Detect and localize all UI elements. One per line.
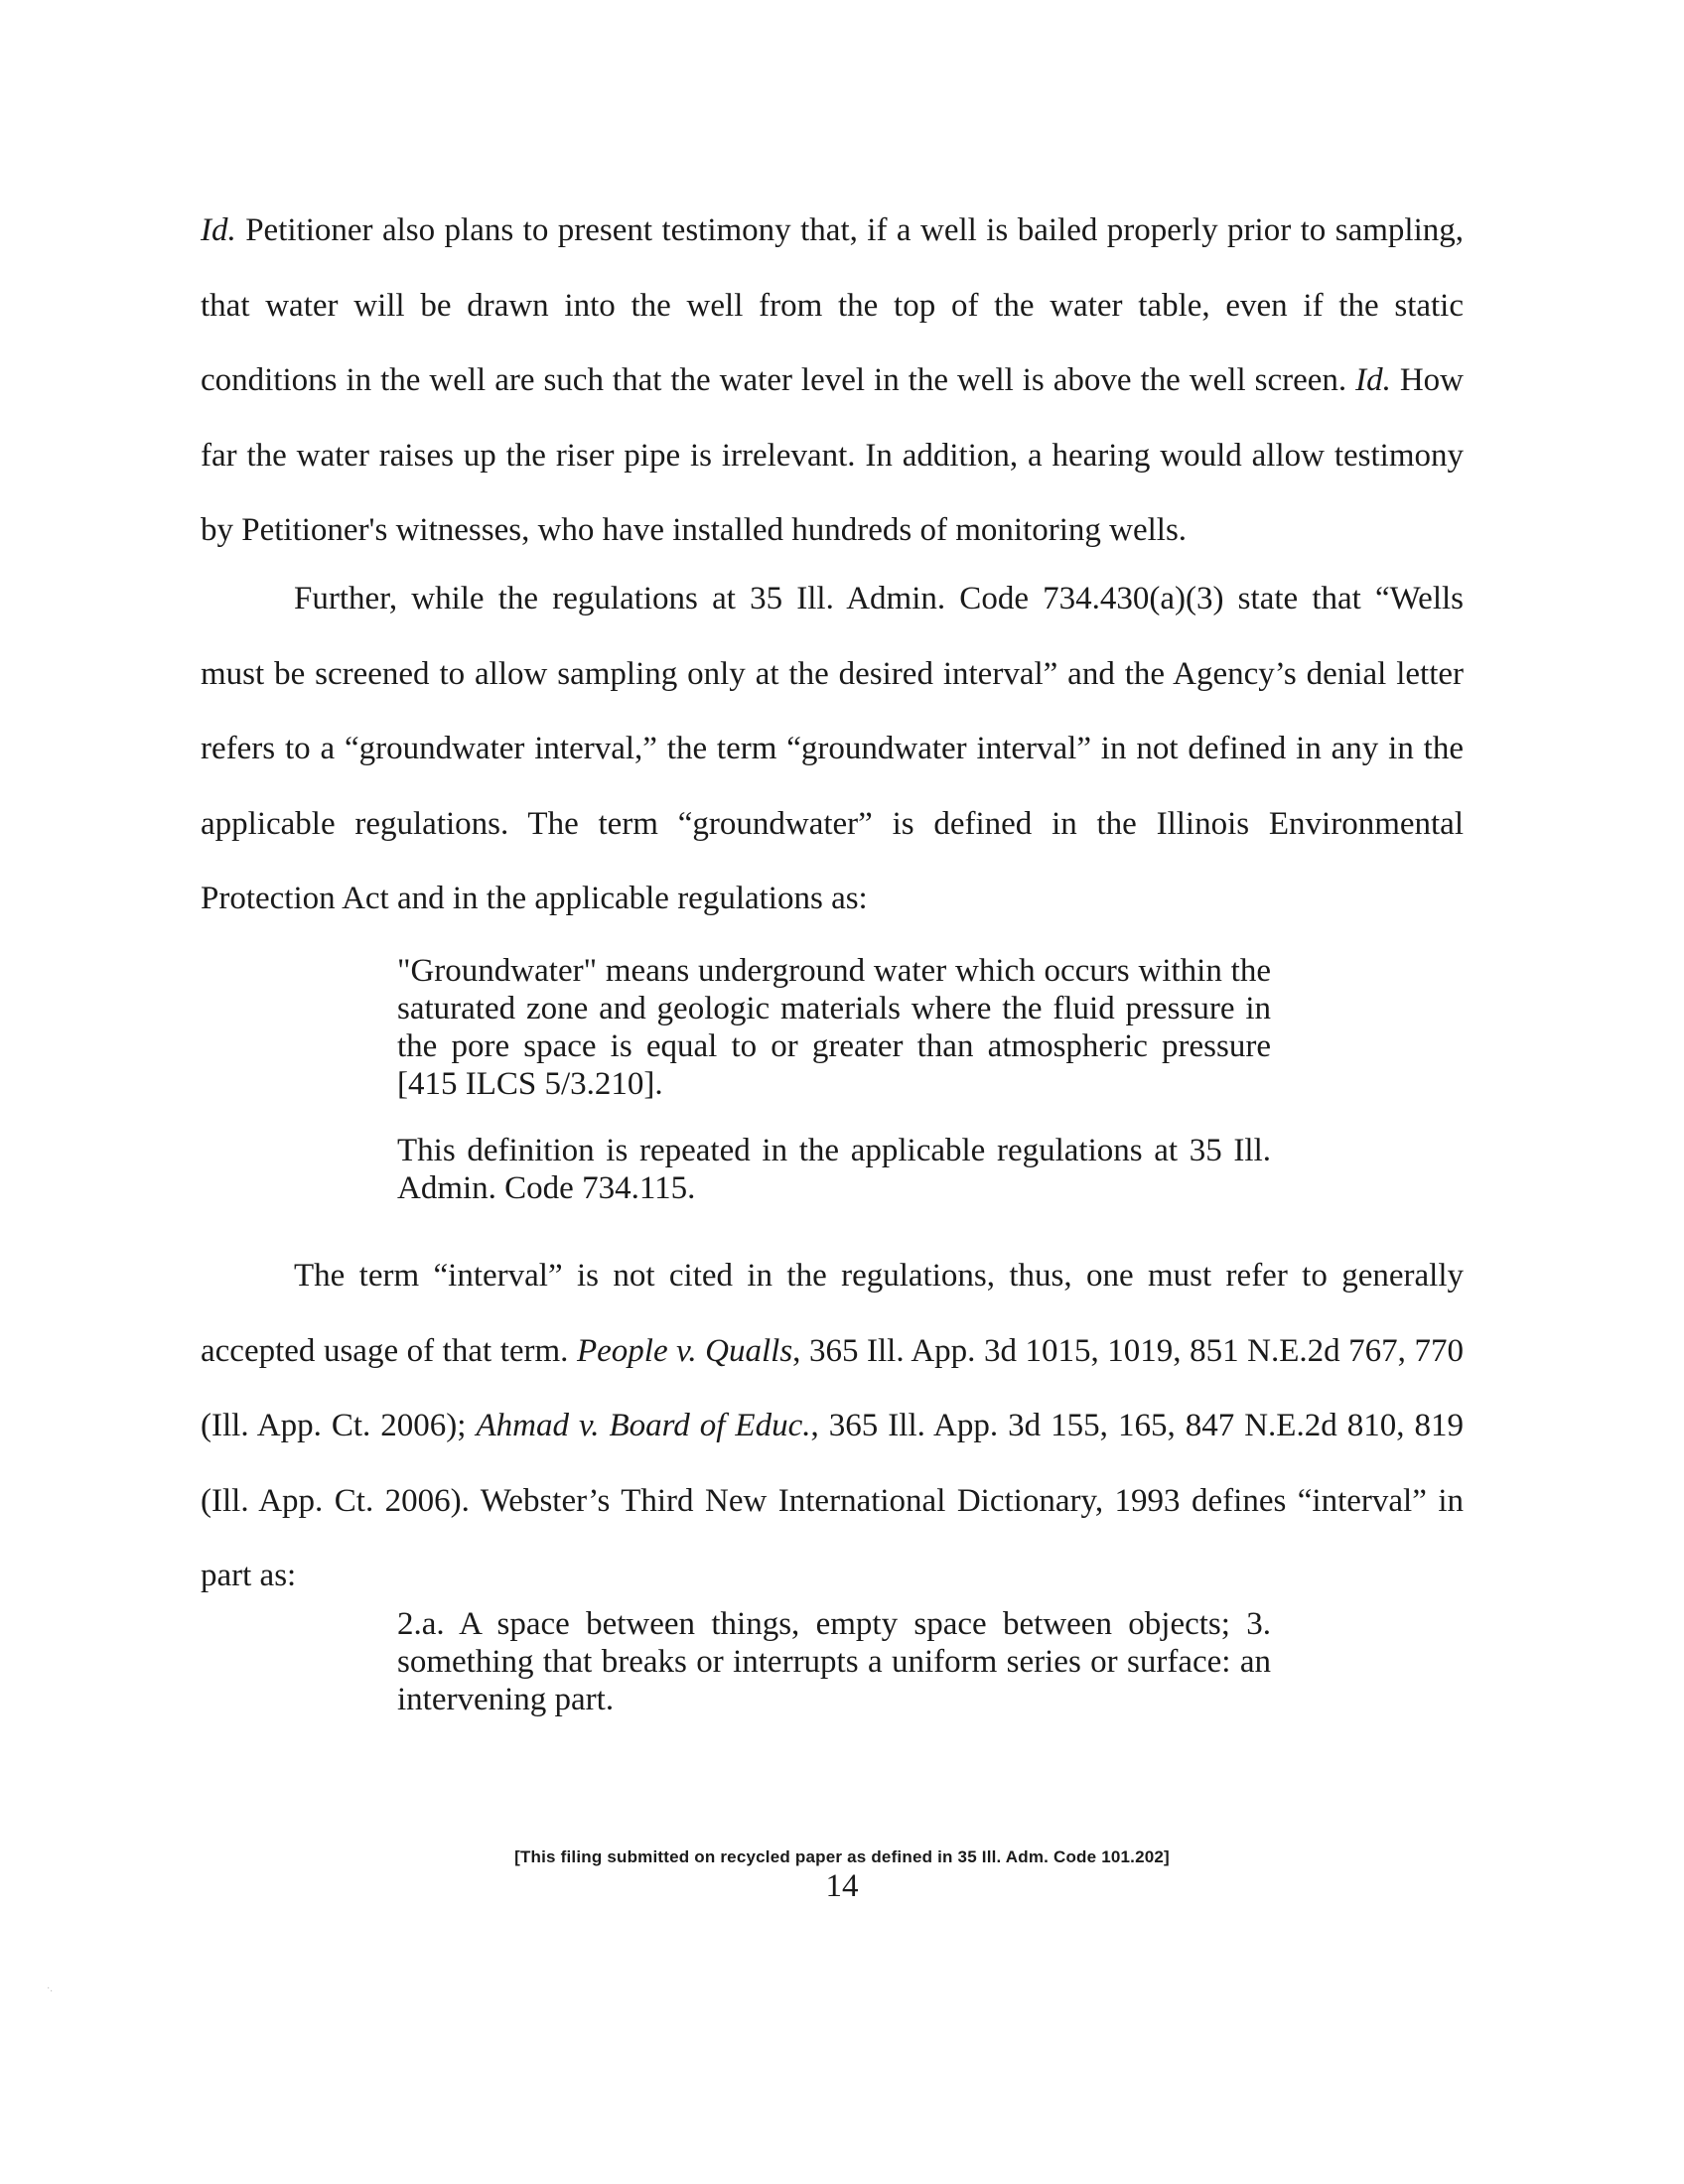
paragraph-text: , 365 Ill. App. 3d 155, 165, 847 N.E.2d 810, 819 (Ill. App. Ct. 2006). Webster’s Third New International Dictionary, 1993 defines “interval” in part as: [201, 1408, 1464, 1593]
recycled-paper-note: [This filing submitted on recycled paper as defined in 35 Ill. Adm. Code 101.202] [514, 1847, 1170, 1866]
paragraph-text: How far the water raises up the riser pipe is irrelevant. In addition, a hearing would allow testimony by Petitioner's witnesses, who have installed hundreds of monitoring wells. [201, 362, 1464, 548]
scan-artifact: ·. [47, 1983, 53, 1994]
paragraph-interval [201, 1239, 1464, 1614]
block-quote-groundwater-definition: "Groundwater" means underground water which occurs within the saturated zone and geologic materials where the fluid pressure in the pore space is equal to or greater than atmospheric pressure [415 ILCS 5/3.210]. [397, 953, 1271, 1102]
paragraph-testimony [201, 194, 1464, 569]
block-quote-dictionary-definition: 2.a. A space between things, empty space between objects; 3. something that breaks or interrupts a uniform series or surface: an intervening part. [397, 1606, 1271, 1717]
paragraph-text: The term “interval” is not cited in the regulations, thus, one must refer to generally accepted usage of that term. [201, 1258, 1464, 1369]
citation-id: Id. [1355, 362, 1391, 398]
case-citation: Ahmad v. Board of Educ. [476, 1408, 811, 1443]
page-number: 14 [825, 1868, 859, 1904]
case-citation: People v. Qualls [576, 1332, 793, 1369]
paragraph-text: Petitioner also plans to present testimony that, if a well is bailed properly prior to sampling, that water will be drawn into the well from the top of the water table, even if the static conditions in the well are such that the water level in the well is above the well screen. [201, 212, 1464, 398]
citation-id: Id. [201, 212, 236, 248]
paragraph-text: , 365 Ill. App. 3d 1015, 1019, 851 N.E.2d 767, 770 (Ill. App. Ct. 2006); [201, 1332, 1464, 1443]
paragraph-regulations: Further, while the regulations at 35 Ill. Admin. Code 734.430(a)(3) state that “Wells must be screened to allow sampling only at the desired interval” and the Agency’s denial letter refers to a “groundwater interval,” the term “groundwater interval” in not defined in any in the applicable regulations. The term “groundwater” is defined in the Illinois Environmental Protection Act and in the applicable regulations as: [201, 581, 1464, 916]
block-quote-definition-repeated: This definition is repeated in the applicable regulations at 35 Ill. Admin. Code 734.115. [397, 1133, 1271, 1206]
